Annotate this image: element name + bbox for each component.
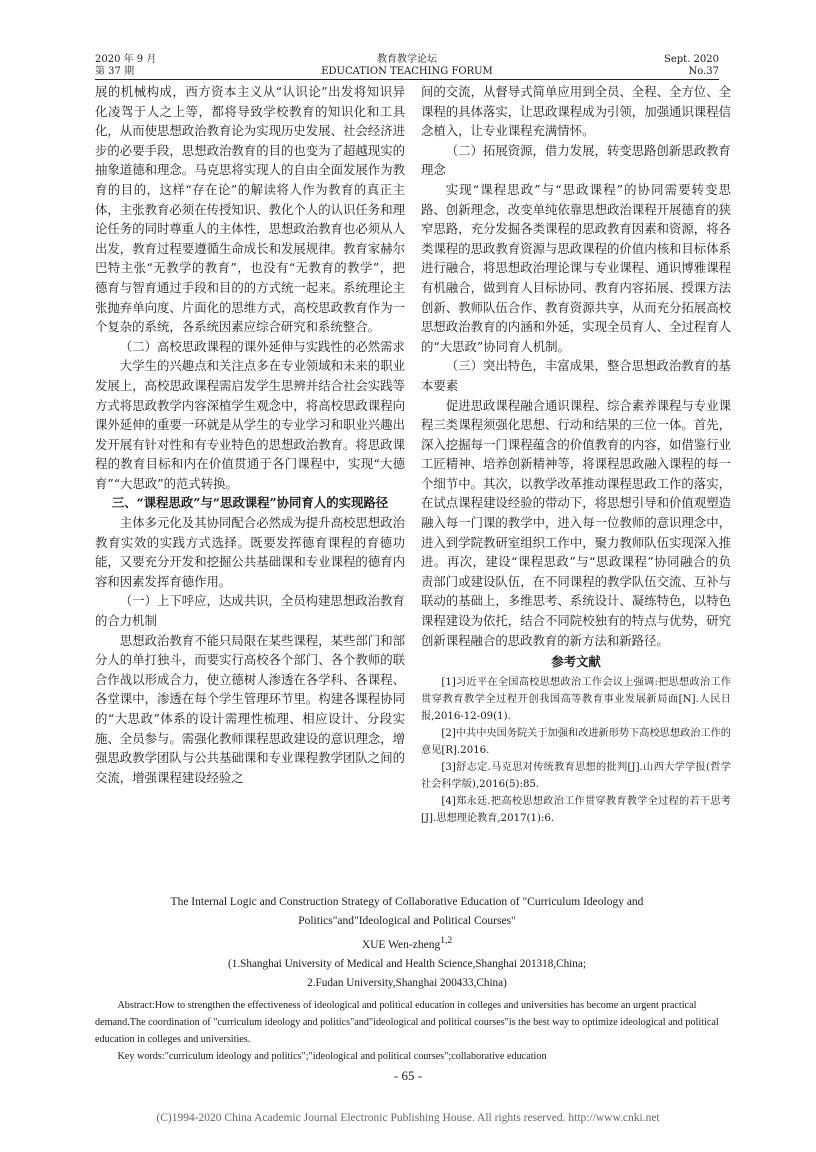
reference-item: [4]郑永廷.把高校思想政治工作贯穿教育教学全过程的若干思考[J].思想理论教育,2017(1):6. (421, 795, 731, 824)
body-paragraph: 实现“课程思政”与“思政课程”的协同需要转变思路、创新理念，改变单纯依靠思想政治课程开展德育的狭窄思路，充分发掘各类课程的思政教育因素和资源，将各类课程的思政教育资源与思政课程的价值内核和目标体系进行融合，将思想政治理论课与专业课程、通识博雅课程有机融合，做到育人目标协同、教育内容拓展、授课方法创新、教师队伍合作、教育资源共享，从而充分拓展高校思想政治教育的内涵和外延，实现全员育人、全过程育人的“大思政”协同育人机制。 (421, 181, 731, 354)
header-rule (95, 79, 719, 80)
references-title: 参考文献 (551, 654, 601, 670)
reference-item: [2]中共中央国务院关于加强和改进新形势下高校思想政治工作的意见[R].2016. (421, 727, 731, 756)
author-affiliation-mark: 1,2 (440, 935, 453, 946)
journal-name-en: EDUCATION TEACHING FORUM (321, 66, 493, 77)
english-title-line: Politics"and"Ideological and Political Courses" (298, 915, 516, 927)
english-abstract-block (95, 893, 719, 1065)
keywords-text: "curriculum ideology and politics";"ideological and political courses";collaborative education (164, 1050, 547, 1062)
header-center (95, 54, 719, 78)
abstract-text: How to strengthen the effectiveness of ideological and political education in colleges and universities has become an urgent practical demand.The coordination of "curriculum ideology and politics"and"ideological and political courses"is the best way to optimize ideological and political education in colleges and universities. (95, 999, 719, 1045)
affiliation-line: (1.Shanghai University of Medical and Health Science,Shanghai 201318,China; (228, 957, 586, 970)
english-affiliation (95, 955, 719, 993)
abstract-label: Abstract: (117, 999, 155, 1011)
header-issue-en: No.37 (688, 66, 719, 77)
subsection-heading: （二）拓展资源，借力发展，转变思路创新思政教育理念 (421, 142, 731, 178)
left-column (95, 82, 405, 787)
header-date-en: Sept. 2020 (664, 54, 719, 65)
body-paragraph: 主体多元化及其协同配合必然成为提升高校思想政治教育实效的实践方式选择。既要发挥德育课程的育德功能，又要充分开发和挖掘公共基础课和专业课程的德育内容和因素发挥育德作用。 (95, 515, 405, 589)
english-abstract (95, 997, 719, 1048)
page-number: - 65 - (393, 1068, 423, 1083)
header-right (664, 54, 719, 78)
header-issue-cn: 第 37 期 (95, 66, 135, 77)
subsection-heading: （二）高校思政课程的课外延伸与实践性的必然需求 (119, 338, 405, 354)
reference-item: [1]习近平在全国高校思想政治工作会议上强调:把思想政治工作贯穿教育教学全过程开创我国高等教育事业发展新局面[N].人民日报,2016-12-09(1). (421, 676, 731, 722)
keywords-label: Key words: (117, 1050, 165, 1062)
journal-name-cn: 教育教学论坛 (377, 54, 437, 65)
reference-item: [3]舒志定.马克思对传统教育思想的批判[J].山西大学学报(哲学社会科学版),2016(5):85. (421, 761, 731, 790)
body-paragraph: 促进思政课程融合通识课程、综合素养课程与专业课程三类课程须强化思想、行动和结果的三位一体。首先，深入挖掘每一门课程蕴含的价值教育的内容，如借鉴行业工匠精神、培养创新精神等，将课程思政融入课程的每一个细节中。其次，以教学改革推动课程思政工作的落实，在试点课程建设经验的带动下，将思想引导和价值观塑造融入每一门课的教学中，进入每一位教师的意识理念中，进入到学院教研室组织工作中，聚力教师队伍实现深入推进。再次，建设“课程思政”与“思政课程”协同融合的负责部门或建设队伍，在不同课程的教学队伍交流、互补与联动的基础上，多维思考、系统设计、凝练特色，以特色课程建设为依托，结合不同院校独有的特点与优势，研究创新课程融合的思政教育的新方法和新路径。 (421, 397, 731, 648)
english-title-line: The Internal Logic and Construction Strategy of Collaborative Education of "Curriculum Ideology and (170, 896, 644, 908)
english-keywords (95, 1048, 719, 1065)
body-paragraph: 大学生的兴趣点和关注点多在专业领域和未来的职业发展上，高校思政课程需启发学生思辨并结合社会实践等方式将思政教学内容深植学生观念中，将高校思政课程向课外延伸的重要一环就是从学生的专业学习和职业兴趣出发开展有针对性和有专业特色的思想政治教育。将思政课程的教育目标和内在价值贯通于各门课程中，实现“大德育”“大思政”的范式转换。 (95, 358, 405, 491)
copyright-footer: (C)1994-2020 China Academic Journal Electronic Publishing House. All rights reserved. http://www.cnki.net (156, 1112, 660, 1124)
affiliation-line: 2.Fudan University,Shanghai 200433,China) (307, 976, 507, 989)
subsection-heading: （一）上下呼应，达成共识，全员构建思想政治教育的合力机制 (95, 593, 405, 629)
english-title (95, 893, 719, 931)
author-name: XUE Wen-zheng (361, 938, 441, 951)
english-author (95, 931, 719, 955)
body-paragraph: 展的机械构成，西方资本主义从“认识论”出发将知识异化凌驾于人之上等，都将导致学校教育的知识化和工具化，从而使思想政治教育论为实现历史发展、社会经济进步的必要手段，思想政治教育的目的也变为了超越现实的抽象道德和理念。马克思将实现人的自由全面发展作为教育的目的，这样“存在论”的解读将人作为教育的真正主体，主张教育必须在传授知识、教化个人的认识任务和理论任务的同时尊重人的主体性，思想政治教育也必须从人出发，教育过程要遵循生命成长和发展规律。教育家赫尔巴特主张“无教学的教育”，也没有“无教育的教学”，把德育与智育通过手段和目的的方式统一起来。系统理论主张抛弃单向度、片面化的思维方式，高校思政教育作为一个复杂的系统，各系统因素应综合研究和系统整合。 (95, 84, 405, 335)
subsection-heading: （三）突出特色，丰富成果，整合思想政治教育的基本要素 (421, 358, 731, 393)
body-paragraph: 间的交流，从督导式简单应用到全员、全程、全方位、全课程的具体落实，让思政课程成为引领，加强通识课程信念植入，让专业课程充满情怀。 (421, 84, 731, 139)
header-date-cn: 2020 年 9 月 (95, 54, 157, 65)
body-paragraph: 思想政治教育不能只局限在某些课程，某些部门和部分人的单打独斗，而要实行高校各个部门、各个教师的联合作战以形成合力，使立德树人渗透在各学科、各课程、各堂课中，渗透在每个学生管理环节里。构建各课程协同的“大思政”体系的设计需理性梳理、相应设计、分段实施、全员参与。需强化教师课程思政建设的意识理念，增强思政教学团队与公共基础课和专业课程教学团队之间的交流，增强课程建设经验之 (95, 632, 405, 785)
section-heading: 三、“课程思政”与“思政课程”协同育人的实现路径 (111, 495, 389, 511)
page-header (95, 54, 719, 80)
right-column (421, 82, 731, 827)
